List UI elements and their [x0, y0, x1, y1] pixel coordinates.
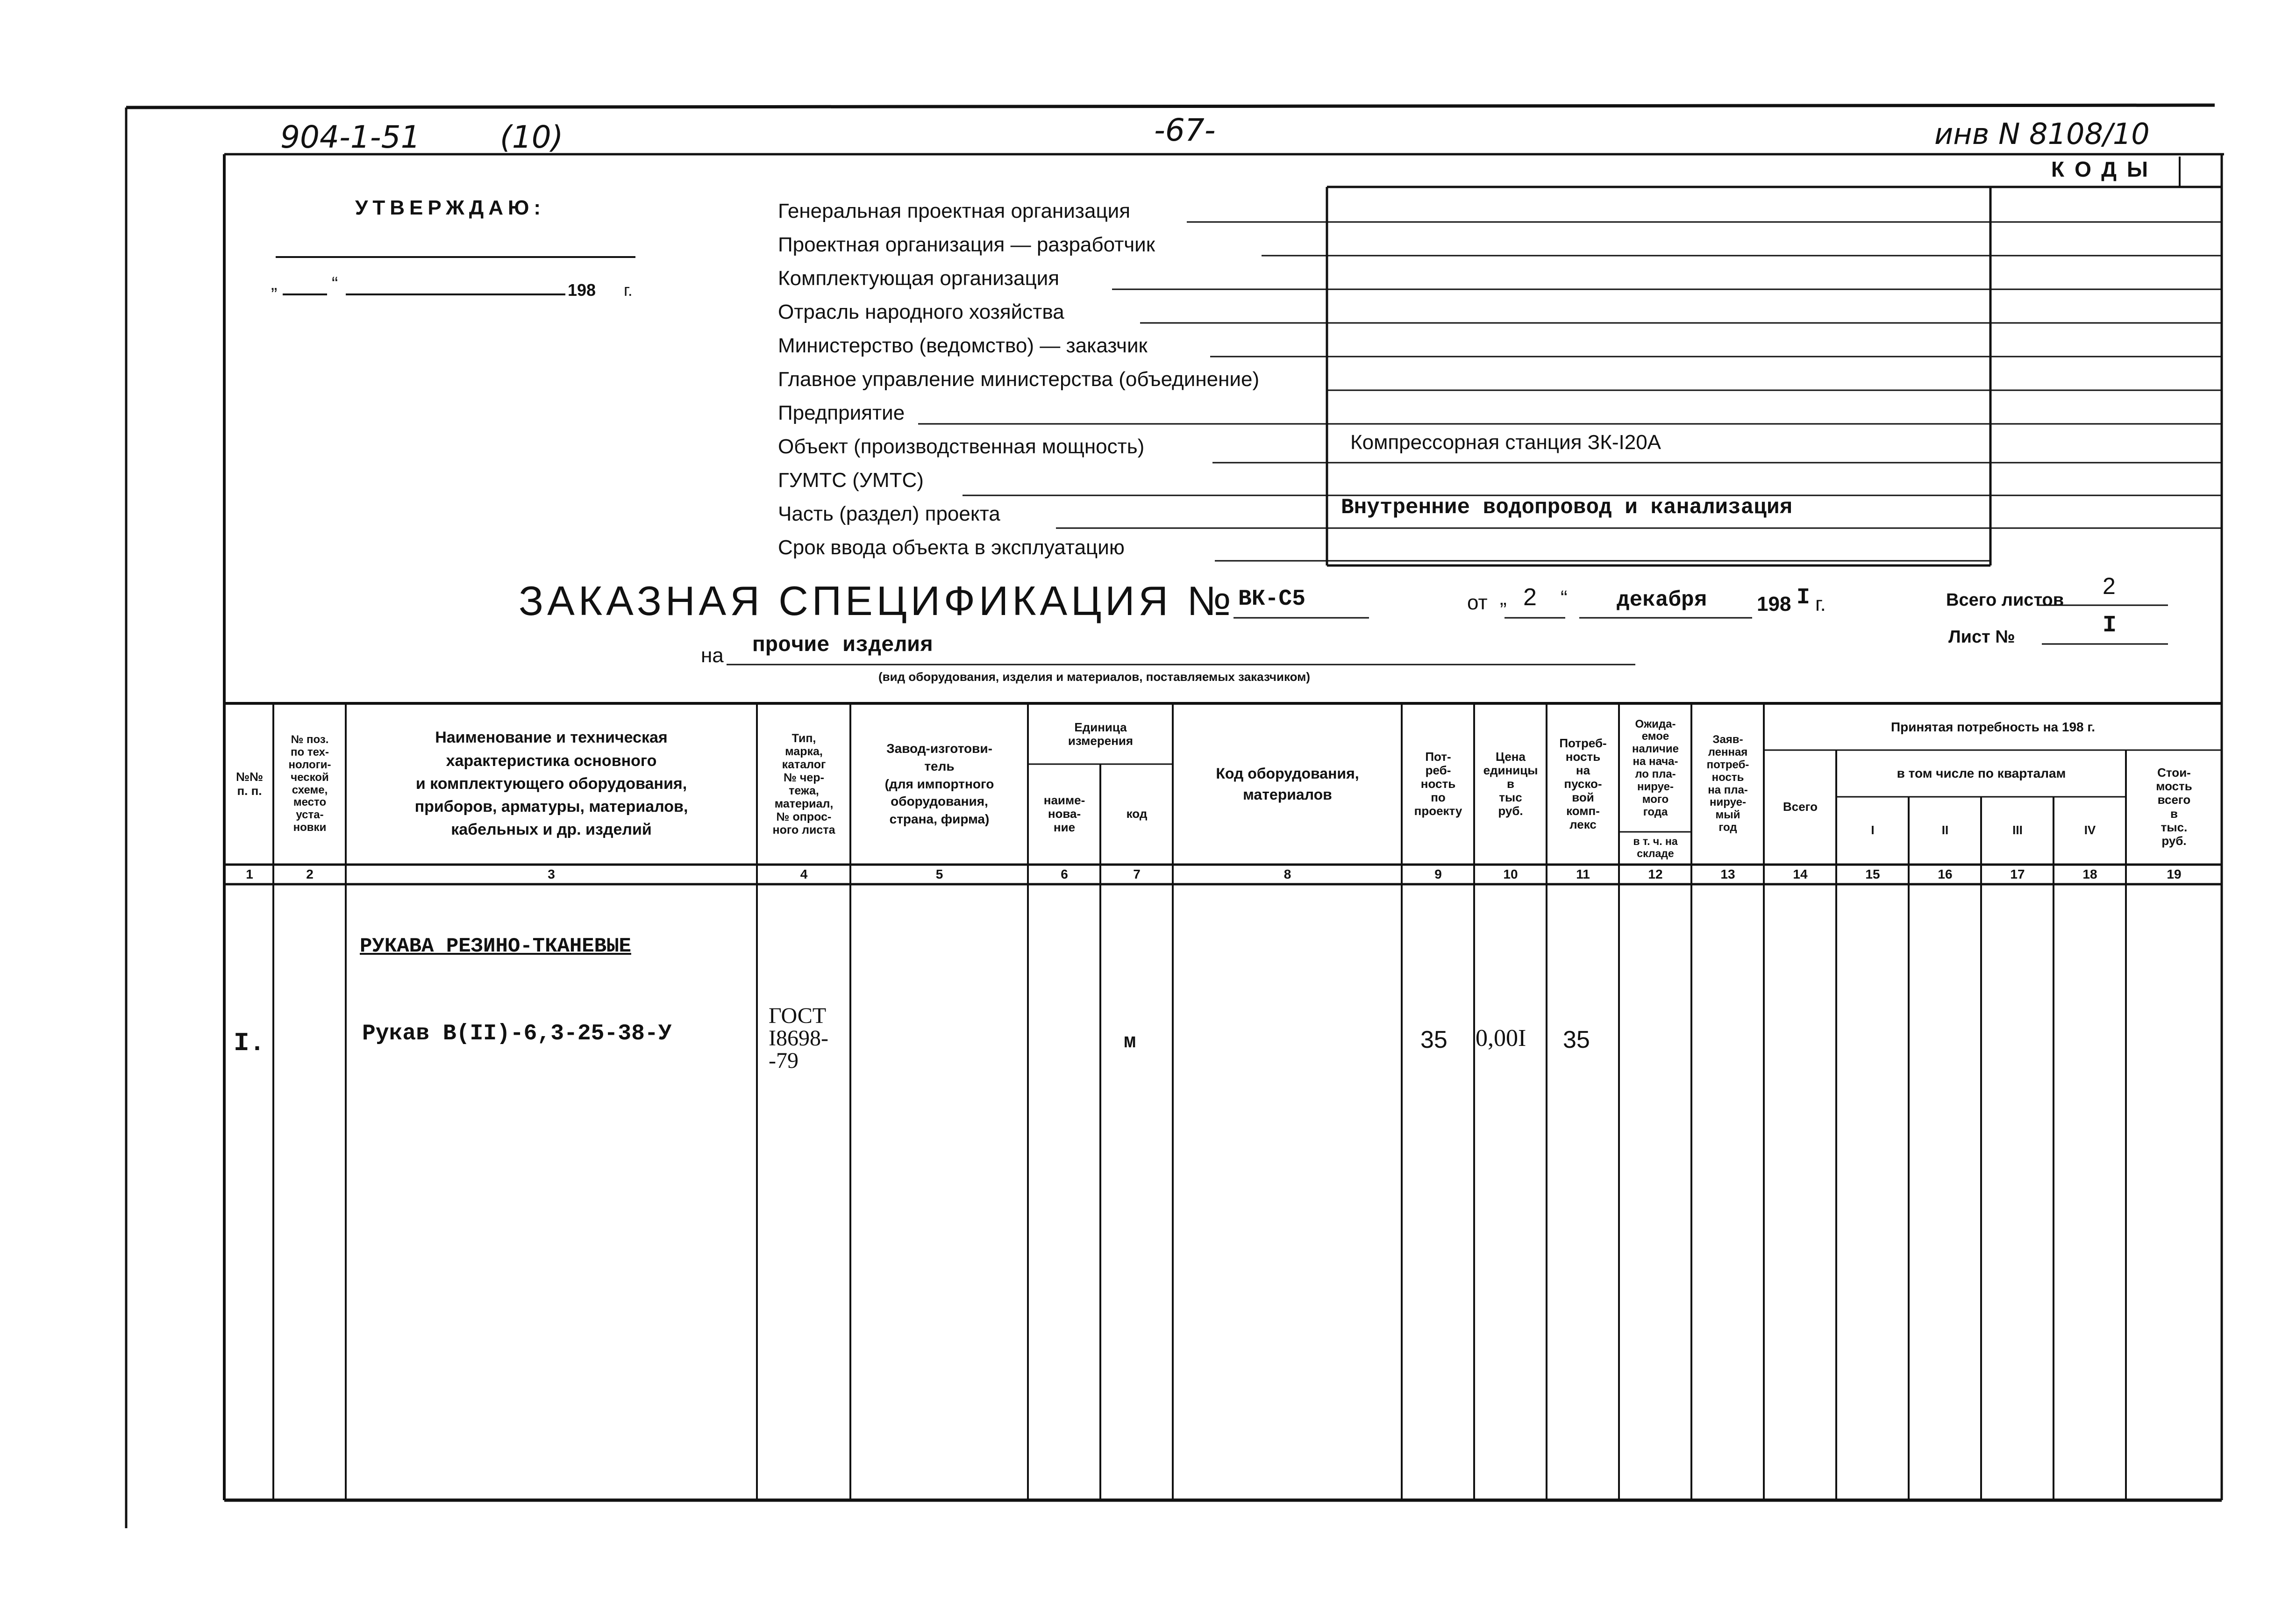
spec-number: ВК-С5	[1238, 587, 1306, 612]
col-header-q3: III	[2012, 823, 2023, 837]
row-name: Рукав В(II)-6,3-25-38-У	[362, 1021, 672, 1046]
column-number: 8	[1283, 867, 1291, 881]
row-need-start: 35	[1563, 1026, 1590, 1053]
column-number: 15	[1865, 867, 1880, 881]
column-number: 6	[1061, 867, 1068, 881]
column-number: 9	[1434, 867, 1442, 881]
spec-title: ЗАКАЗНАЯ СПЕЦИФИКАЦИЯ №	[519, 578, 1235, 624]
col-header-q4: IV	[2084, 823, 2096, 837]
org-label-industry: Отрасль народного хозяйства	[778, 301, 1064, 323]
page-number: -67-	[1154, 112, 1216, 148]
col-header-q2: II	[1941, 823, 1949, 837]
total-sheets-value: 2	[2103, 573, 2116, 599]
approval-date-close-quote: “	[332, 273, 338, 294]
col-header-unit-name: наиме- нова- ние	[1043, 793, 1085, 835]
sheet-value: I	[2103, 612, 2117, 639]
org-label-main-department: Главное управление министерства (объединение)	[778, 368, 1260, 391]
column-number: 4	[800, 867, 808, 881]
spec-day: 2	[1523, 584, 1537, 611]
row-number: I.	[234, 1028, 265, 1058]
org-label-ministry: Министерство (ведомство) — заказчик	[778, 334, 1148, 357]
col-header-unit-price: Цена единицы в тыс руб.	[1483, 749, 1538, 818]
approval-year: 198	[568, 280, 596, 300]
row-type: ГОСТ I8698- -79	[769, 1003, 828, 1073]
column-number: 17	[2010, 867, 2025, 881]
codes-label: КОДЫ	[2051, 157, 2159, 181]
inventory-number: инв N 8108/10	[1934, 117, 2150, 151]
spec-year-digit: I	[1797, 585, 1810, 610]
spec-from-label: от	[1467, 591, 1488, 614]
col-header-need-project: Пот- реб- ность по проекту	[1414, 749, 1462, 818]
approval-year-suffix: г.	[624, 280, 633, 300]
col-header-in-stock: в т. ч. на складе	[1633, 835, 1678, 859]
spec-year-prefix: 198	[1757, 593, 1791, 615]
column-number: 1	[246, 867, 253, 881]
column-number: 13	[1720, 867, 1735, 881]
col-header-unit-code: код	[1126, 806, 1148, 821]
column-number: 5	[935, 867, 943, 881]
org-label-enterprise: Предприятие	[778, 401, 905, 424]
spec-on-label: на	[701, 644, 724, 667]
org-label-gumts: ГУМТС (УМТС)	[778, 469, 924, 492]
column-number: 10	[1503, 867, 1518, 881]
col-header-manufacturer: Завод-изготови- тель (для импортного оборудования, страна, фирма)	[884, 741, 994, 827]
sheet-label: Лист №	[1948, 627, 2015, 647]
approval-title: УТВЕРЖДАЮ:	[355, 196, 546, 219]
column-number: 19	[2167, 867, 2182, 881]
spec-day-open-quote: „	[1500, 587, 1507, 609]
column-number: 3	[548, 867, 555, 881]
org-label-project-part: Часть (раздел) проекта	[778, 502, 1000, 525]
col-header-accepted-group: Принятая потребность на 198 г.	[1890, 720, 2096, 735]
col-header-total: Всего	[1783, 799, 1818, 814]
col-header-number: №№ п. п.	[236, 770, 263, 798]
org-value-project-part: Внутренние водопровод и канализация	[1341, 495, 1793, 520]
col-header-type: Тип, марка, каталог № чер- тежа, материал, № опрос- ного листа	[772, 731, 835, 837]
org-label-completing: Комплектующая организация	[778, 267, 1060, 290]
column-number: 16	[1938, 867, 1953, 881]
spec-subject: прочие изделия	[752, 633, 933, 658]
total-sheets-label: Всего листов	[1946, 590, 2064, 610]
spec-month: декабря	[1617, 588, 1707, 612]
col-header-name: Наименование и техническая характеристика основного и комплектующего оборудования, приборов, арматуры, материалов, кабельных и др. изделий	[414, 729, 688, 839]
column-number: 2	[306, 867, 314, 881]
column-number: 7	[1133, 867, 1141, 881]
document-part: (10)	[500, 119, 563, 155]
column-number: 18	[2082, 867, 2097, 881]
col-header-q1: I	[1871, 823, 1875, 837]
col-header-need-start: Потреб- ность на пуско- вой комп- лекс	[1559, 736, 1607, 832]
spec-subject-caption: (вид оборудования, изделия и материалов, поставляемых заказчиком)	[878, 670, 1311, 684]
spec-year-suffix: г.	[1815, 593, 1826, 615]
col-header-quarters-group: в том числе по кварталам	[1897, 766, 2066, 781]
org-label-general: Генеральная проектная организация	[778, 200, 1131, 222]
col-header-declared: Заяв- ленная потреб- ность на пла- нируе- мый год	[1706, 733, 1749, 834]
org-label-commissioning: Срок ввода объекта в эксплуатацию	[778, 536, 1125, 559]
document-code: 904-1-51	[280, 119, 421, 155]
approval-date-open-quote: „	[271, 273, 278, 294]
col-header-cost: Стои- мость всего в тыс. руб.	[2156, 766, 2192, 848]
column-number: 14	[1793, 867, 1808, 881]
column-number: 12	[1648, 867, 1663, 881]
col-header-position: № поз. по тех- нологи- ческой схеме, место уста- новки	[288, 733, 331, 834]
section-title: РУКАВА РЕЗИНО-ТКАНЕВЫЕ	[360, 935, 631, 958]
row-price: 0,00I	[1476, 1025, 1526, 1052]
col-header-equipment-code: Код оборудования, материалов	[1216, 765, 1359, 803]
row-need-project: 35	[1420, 1026, 1447, 1053]
column-number: 11	[1576, 867, 1590, 881]
org-value-object: Компрессорная станция ЗК-I20А	[1350, 431, 1661, 454]
org-label-developer: Проектная организация — разработчик	[778, 233, 1155, 256]
col-header-unit-group: Единица измерения	[1068, 720, 1134, 748]
spec-day-close-quote: “	[1561, 587, 1568, 609]
org-label-object: Объект (производственная мощность)	[778, 435, 1145, 458]
row-unit-code: м	[1124, 1030, 1136, 1054]
col-header-expected: Ожида- емое наличие на нача- ло пла- нируе- мого года	[1632, 717, 1679, 818]
